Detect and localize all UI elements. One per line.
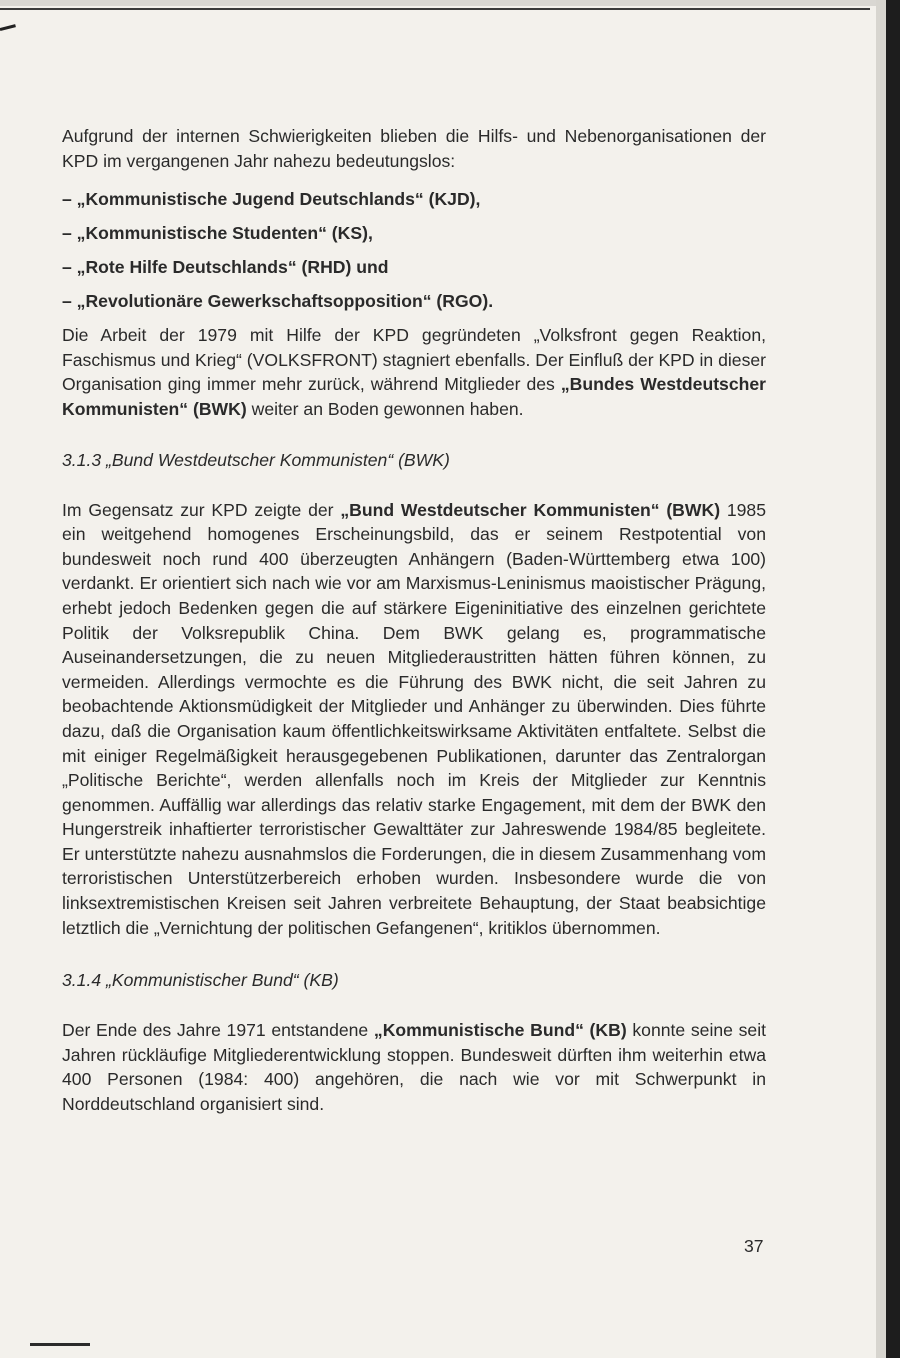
scan-bottom-mark <box>30 1343 90 1346</box>
paragraph-text: Die Arbeit der 1979 mit Hilfe der KPD gegründeten „Volksfront gegen Reaktion, Faschismus und Krieg“ (VOLKSFRONT) stagniert ebenfalls. Der Einfluß der KPD in dieser Organisation ging immer mehr zurück, während Mitglieder des <box>62 325 767 395</box>
paragraph-text: 1985 ein weitgehend homogenes Erscheinungsbild, das er seinem Restpotential von bundesweit noch rund 400 überzeugten Anhängern (Baden-Württemberg etwa 100) verdankt. Er orientiert sich nach wie vor am Marxismus-Leninismus maoistischer Prägung, erhebt jedoch Bedenken gegen die auf stärkere Eigeninitiative des einzelnen gerichtete Politik der Volksrepublik China. Dem BWK gelang es, programmatische Auseinandersetzungen, die zu neuen Mitgliederaustritten hätten führen können, zu vermeiden. Allerdings vermochte es die Führung des BWK nicht, die seit Jahren zu beobachtende Aktionsmüdigkeit der Mitglieder und Anhänger zu überwinden. Dies führte dazu, daß die Organisation kaum öffentlichkeitswirksame Aktivitäten entfaltete. Selbst die mit einiger Regelmäßigkeit herausgegebenen Publikationen, darunter das Zentralorgan „Politische Berichte“, werden allenfalls noch im Kreis der Mitglieder zur Kenntnis genommen. Auffällig war allerdings das relativ starke Engagement, mit dem der BWK den Hungerstreik inhaftierter terroristischer Gewalttäter zur Jahreswende 1984/85 begleitete. Er unterstützte nahezu ausnahmslos die Forderungen, die in diesem Zusammenhang vom terroristischen Unterstützerbereich erhoben wurden. Insbesondere wurde die von linksextremistischen Kreisen seit Jahren verbreitete Behauptung, der Staat beabsichtige letztlich die „Vernichtung der politischen Gefangenen“, kritiklos übernommen. <box>62 499 766 938</box>
paragraph-text: Im Gegensatz zur KPD zeigte der <box>62 499 341 520</box>
bwk-paragraph <box>62 498 766 941</box>
scan-top-edge <box>0 0 880 6</box>
intro-paragraph: Aufgrund der internen Schwierigkeiten blieben die Hilfs- und Nebenorganisationen der KPD im vergangenen Jahr nahezu bedeutungslos: <box>62 126 766 171</box>
section-heading-kb: 3.1.4 „Kommunistischer Bund“ (KB) <box>62 970 339 991</box>
volksfront-paragraph <box>62 323 766 421</box>
paragraph-text: weiter an Boden gewonnen haben. <box>246 398 524 419</box>
scan-left-mark <box>0 24 16 31</box>
list-item-text: – „Rote Hilfe Deutschlands“ (RHD) und <box>62 257 389 278</box>
list-item <box>62 221 766 245</box>
scan-right-edge <box>886 0 900 1358</box>
list-item <box>62 289 766 313</box>
list-item-text: – „Kommunistische Studenten“ (KS), <box>62 223 373 244</box>
list-item <box>62 187 766 211</box>
paragraph-text: konnte seine seit Jahren rückläufige Mitgliederentwicklung stoppen. Bundesweit dürften ihm weiterhin etwa 400 Personen (1984: 400) angehören, die nach wie vor mit Schwerpunkt in Norddeutschland organisiert sind. <box>62 1020 766 1115</box>
paragraph-text: Der Ende des Jahre 1971 entstandene <box>62 1020 374 1041</box>
page-number: 37 <box>744 1236 764 1256</box>
list-item-text: – „Kommunistische Jugend Deutschlands“ (KJD), <box>62 189 481 210</box>
paragraph-bold-text: „Kommunistische Bund“ (KB) <box>373 1020 627 1041</box>
paragraph-bold-text: „Bund Westdeutscher Kommunisten“ (BWK) <box>340 499 721 520</box>
list-item <box>62 255 766 279</box>
scan-right-shadow <box>876 0 886 1358</box>
section-heading-bwk: 3.1.3 „Bund Westdeutscher Kommunisten“ (BWK) <box>62 449 450 470</box>
paragraph-bold-text: „Bundes Westdeutscher Kommunisten“ (BWK) <box>62 374 766 419</box>
organization-list <box>62 187 766 313</box>
scan-top-line <box>0 8 870 10</box>
kb-paragraph <box>62 1018 766 1116</box>
page-body <box>62 124 766 1117</box>
list-item-text: – „Revolutionäre Gewerkschaftsopposition“ (RGO). <box>62 291 494 312</box>
